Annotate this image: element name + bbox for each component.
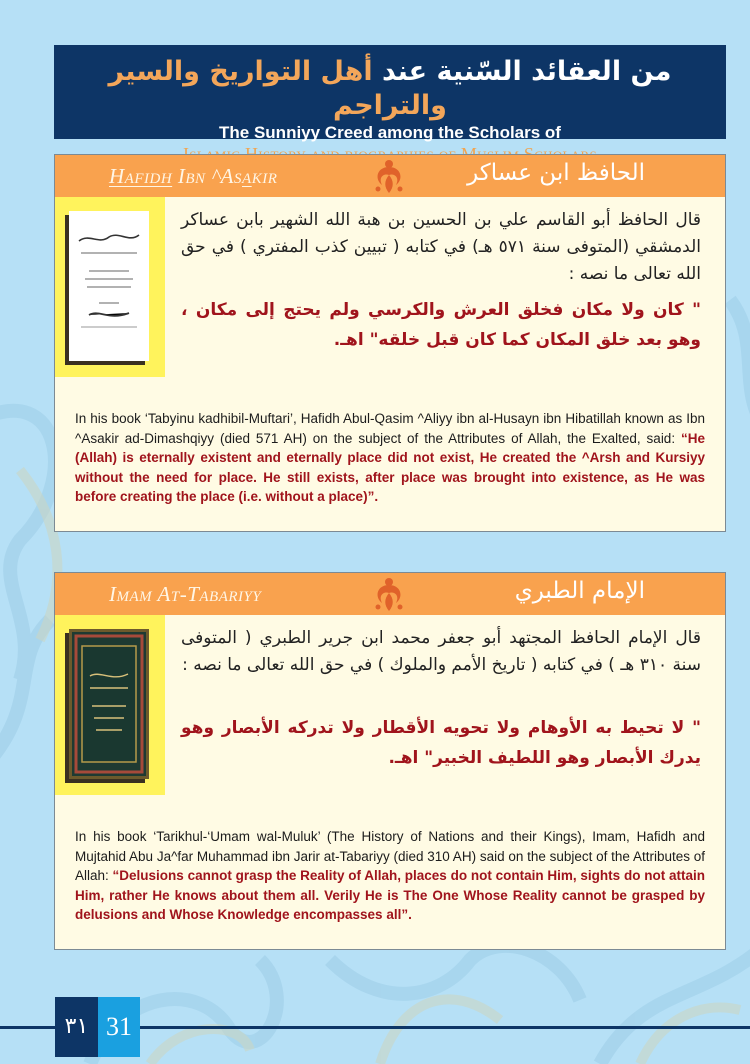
- english-quote: “Delusions cannot grasp the Reality of Allah, places do not contain Him, sights do not attain Him, rather He knows about them all. Verily He is The One Whose Reality cannot be grasped by delusions and Whose Knowledge encompasses all”.: [75, 868, 705, 922]
- book-image-frame: [55, 197, 165, 377]
- title-banner: [54, 45, 726, 142]
- floral-ornament-icon: [372, 159, 406, 195]
- title-part: Ibn ^As: [172, 164, 243, 188]
- english-quote: “He (Allah) is eternally existent and eternally place did not exist, He created the ^Arsh and Kursiyy without the need for place. He still exists, after place was brought into existence, as He was before creating the place (i.e. without a place)”.: [75, 430, 705, 504]
- english-translation: [75, 409, 705, 507]
- section-header: [55, 573, 725, 615]
- section-ibn-asakir: [54, 154, 726, 532]
- title-part: Imam: [109, 582, 153, 606]
- arabic-quote: " لا تحيط به الأوهام ولا تحويه الأقطار ولا تدركه الأبصار وهو يدرك الأبصار وهو اللطيف الخبير" اهـ.: [181, 718, 701, 768]
- english-translation: [75, 827, 705, 925]
- book-cover-image: [69, 629, 149, 779]
- section-header: [55, 155, 725, 197]
- title-part: Hafidh: [109, 164, 173, 188]
- page-number: 31: [98, 997, 140, 1057]
- arabic-intro: قال الإمام الحافظ المجتهد أبو جعفر محمد ابن جرير الطبري ( المتوفى سنة ٣١٠ هـ ) في كتابه ( تاريخ الأمم والملوك ) في حق الله تعالى ما نصه :: [181, 628, 701, 675]
- section-title-arabic: الإمام الطبري: [514, 578, 645, 604]
- section-title-english: [109, 582, 261, 607]
- arabic-intro: قال الحافظ أبو القاسم علي بن الحسين بن هبة الله الشهير بابن عساكر الدمشقي (المتوفى سنة ٥٧١ هـ) في كتابه ( تبيين كذب المفتري ) في حق الله تعالى ما نصه :: [181, 210, 702, 284]
- english-intro: In his book ‘Tarikhul-‘Umam wal-Muluk’ (The History of Nations and their Kings), Imam, Hafidh and Mujtahid Abu Ja^far Muhammad ibn Jarir at-Tabariyy (died 310 AH) said on the subject of the Attributes of Allah:: [75, 829, 705, 883]
- title-arabic: [54, 55, 726, 123]
- floral-ornament-icon: [372, 577, 406, 613]
- title-arabic-part1: من العقائد السّنية عند: [372, 56, 672, 87]
- title-part: kir: [251, 164, 278, 188]
- section-at-tabariyy: [54, 572, 726, 950]
- english-intro: In his book ‘Tabyinu kadhibil-Muftari’, Hafidh Abul-Qasim ^Aliyy ibn al-Husayn ibn Hibatillah known as Ibn ^Asakir ad-Dimashqiyy (died 571 AH) on the subject of the Attributes of Allah, the Exalted, said:: [75, 411, 705, 446]
- arabic-quote: " كان ولا مكان فخلق العرش والكرسي ولم يحتج إلى مكان ، وهو بعد خلق المكان كما كان قبل خلقه" اهـ.: [181, 300, 701, 350]
- page-number-arabic: ٣١: [55, 997, 98, 1057]
- book-cover-ornament-icon: [72, 632, 146, 776]
- title-part: At-Tabariyy: [152, 582, 262, 606]
- title-arabic-highlight: أهل التواريخ والسير والتراجم: [108, 56, 447, 121]
- book-image-frame: [55, 615, 165, 795]
- section-title-english: [109, 164, 277, 189]
- section-title-arabic: الحافظ ابن عساكر: [467, 160, 645, 186]
- book-cover-calligraphy-icon: [69, 211, 149, 361]
- book-cover-image: [69, 211, 149, 361]
- title-english-line1: The Sunniyy Creed among the Scholars of: [219, 123, 561, 142]
- title-part: a: [242, 164, 252, 188]
